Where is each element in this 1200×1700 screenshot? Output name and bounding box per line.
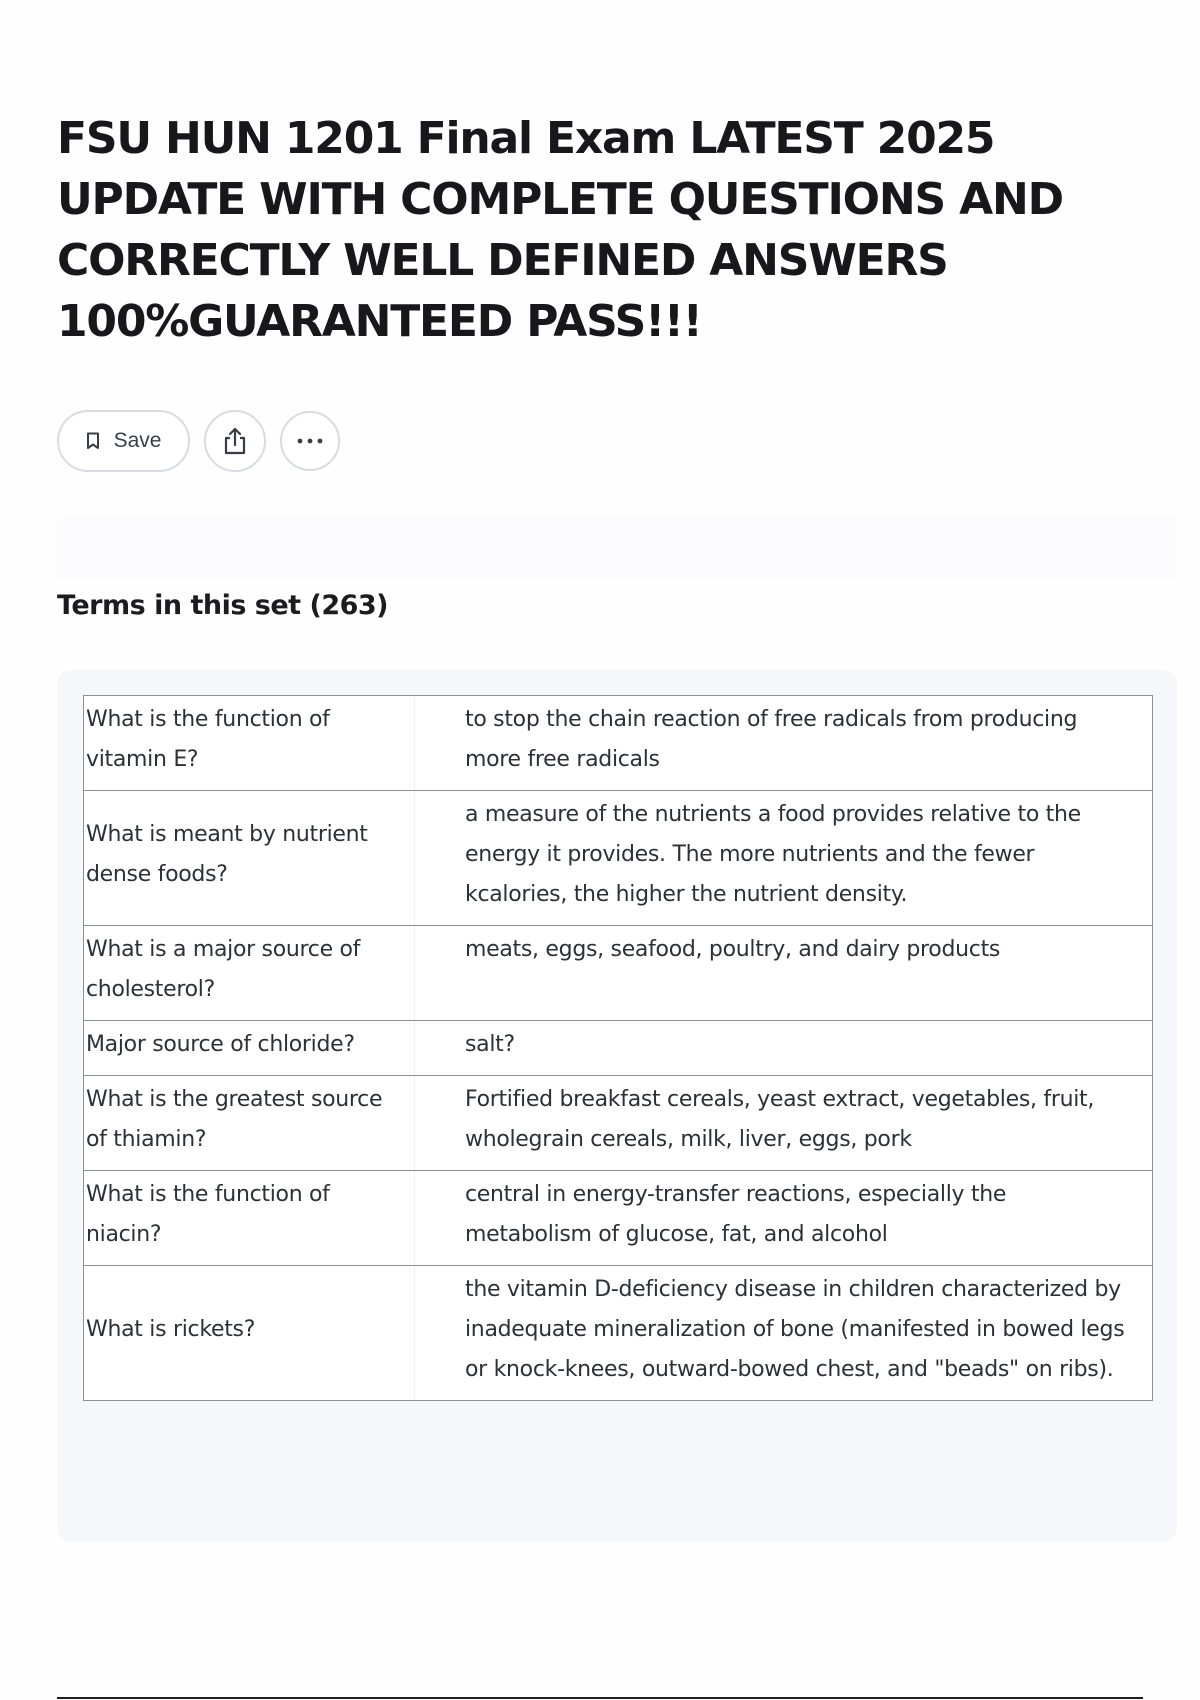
definition-cell: Fortified breakfast cereals, yeast extract, vegetables, fruit, wholegrain cereals, milk, liver, eggs, pork [415, 1076, 1153, 1171]
save-button[interactable] [57, 410, 190, 472]
term-cell: Major source of chloride? [84, 1021, 415, 1076]
divider [57, 1697, 1143, 1699]
term-row [84, 696, 1153, 791]
term-row [84, 1171, 1153, 1266]
definition-cell: salt? [415, 1021, 1153, 1076]
spacer-block [57, 515, 1177, 580]
more-horizontal-icon [295, 437, 325, 445]
action-bar [57, 410, 340, 472]
share-icon [221, 426, 249, 456]
definition-cell: the vitamin D-deficiency disease in children characterized by inadequate mineralization of bone (manifested in bowed legs or knock-knees, outward-bowed chest, and "beads" on ribs). [415, 1266, 1153, 1401]
definition-cell: central in energy-transfer reactions, especially the metabolism of glucose, fat, and alcohol [415, 1171, 1153, 1266]
more-options-button[interactable] [280, 411, 340, 471]
save-button-label: Save [113, 429, 162, 452]
term-row [84, 926, 1153, 1021]
term-cell: What is meant by nutrient dense foods? [84, 791, 415, 926]
term-cell: What is the function of vitamin E? [84, 696, 415, 791]
term-cell: What is rickets? [84, 1266, 415, 1401]
term-row [84, 1266, 1153, 1401]
page-title: FSU HUN 1201 Final Exam LATEST 2025 UPDATE WITH COMPLETE QUESTIONS AND CORRECTLY WELL DEFINED ANSWERS 100%GUARANTEED PASS!!! [57, 113, 1063, 347]
term-row [84, 791, 1153, 926]
definition-cell: a measure of the nutrients a food provides relative to the energy it provides. The more nutrients and the fewer kcalories, the higher the nutrient density. [415, 791, 1153, 926]
term-row [84, 1021, 1153, 1076]
term-cell: What is the greatest source of thiamin? [84, 1076, 415, 1171]
term-cell: What is a major source of cholesterol? [84, 926, 415, 1021]
term-row [84, 1076, 1153, 1171]
definition-cell: meats, eggs, seafood, poultry, and dairy products [415, 926, 1153, 1021]
bookmark-icon [86, 432, 100, 450]
terms-table [83, 695, 1153, 1401]
share-button[interactable] [204, 410, 266, 472]
term-cell: What is the function of niacin? [84, 1171, 415, 1266]
terms-heading: Terms in this set (263) [57, 590, 389, 621]
definition-cell: to stop the chain reaction of free radicals from producing more free radicals [415, 696, 1153, 791]
